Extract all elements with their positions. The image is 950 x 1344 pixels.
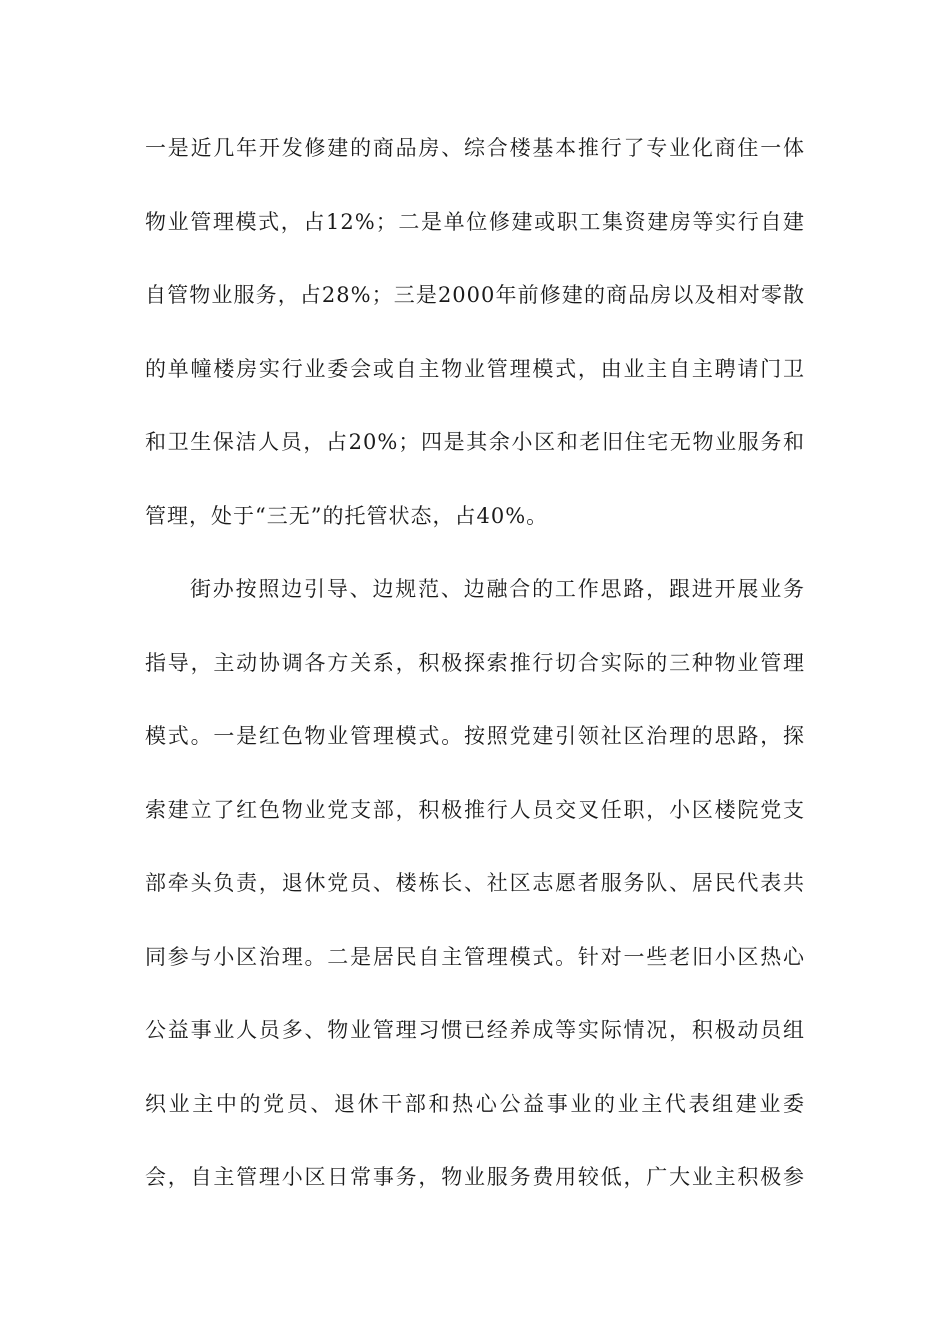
document-body (145, 123, 805, 1226)
text-line: 一是近几年开发修建的商品房、综合楼基本推行了专业化商住一体 (145, 136, 805, 160)
text-line: 部牵头负责，退休党员、楼栋长、社区志愿者服务队、居民代表共 (145, 871, 805, 895)
paragraph-first-line: 街办按照边引导、边规范、边融合的工作思路，跟进开展业务 (190, 577, 805, 601)
text-line: 会，自主管理小区日常事务，物业服务费用较低，广大业主积极参 (145, 1165, 805, 1189)
text-line: 指导，主动协调各方关系，积极探索推行切合实际的三种物业管理 (145, 650, 805, 675)
text-line: 的单幢楼房实行业委会或自主物业管理模式，由业主自主聘请门卫 (145, 356, 805, 381)
paragraph-end-line: 管理，处于“三无”的托管状态，占40%。 (145, 503, 549, 528)
text-line: 织业主中的党员、退休干部和热心公益事业的业主代表组建业委 (145, 1091, 805, 1116)
text-line: 同参与小区治理。二是居民自主管理模式。针对一些老旧小区热心 (145, 944, 805, 969)
text-line: 和卫生保洁人员，占20%；四是其余小区和老旧住宅无物业服务和 (145, 430, 805, 454)
text-line: 自管物业服务，占28%；三是2000年前修建的商品房以及相对零散 (145, 283, 805, 307)
text-line: 模式。一是红色物业管理模式。按照党建引领社区治理的思路，探 (145, 724, 805, 748)
text-line: 索建立了红色物业党支部，积极推行人员交叉任职，小区楼院党支 (145, 797, 805, 822)
text-line: 物业管理模式，占12%；二是单位修建或职工集资建房等实行自建 (145, 209, 805, 234)
text-line: 公益事业人员多、物业管理习惯已经养成等实际情况，积极动员组 (145, 1018, 805, 1042)
